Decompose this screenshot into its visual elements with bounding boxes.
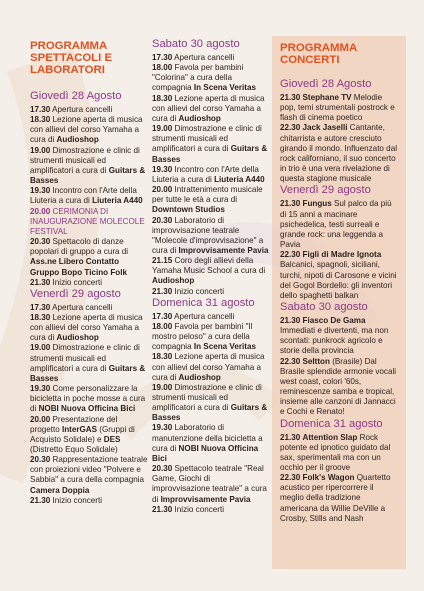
day-heading: Sabato 30 agosto	[152, 38, 240, 50]
entry-organizer: Stephane TV	[302, 93, 352, 102]
entry-text: Dimostrazione e clinic di strumenti musicali ed amplificatori a cura di	[152, 382, 262, 413]
day-section	[280, 78, 399, 184]
entry-time: 22.30	[280, 473, 301, 483]
schedule-entry	[30, 186, 148, 206]
entry-time: 21.30	[152, 286, 173, 296]
entry-text: Immediati e divertenti, ma non scontati: punkrock agricolo e storie della provincia	[280, 326, 389, 356]
entry-time: 21.30	[152, 504, 173, 514]
entry-time: 20.30	[152, 464, 173, 474]
entry-time: 20.30	[152, 215, 173, 225]
entry-organizer: Jack Jaselli	[302, 123, 348, 133]
schedule-entry	[30, 313, 148, 343]
entry-text: Dimostrazione e clinic di strumenti musicali ed amplificatori a cura di	[152, 124, 262, 154]
entry-text: Apertura cancelli	[172, 53, 235, 62]
entry-time: 19.00	[30, 343, 51, 353]
schedule-entry	[152, 312, 270, 322]
entry-time: 18.30	[30, 115, 51, 125]
day-section	[280, 301, 399, 418]
entry-text: Come personalizzare la bicicletta in poche mosse a cura di	[30, 384, 146, 414]
schedule-entry	[280, 123, 399, 184]
entry-time: 19.30	[30, 384, 51, 394]
entry-organizer: Figli di Madre Ignota	[302, 250, 382, 260]
entry-text: Favola per bambini "Il mostro peloso" a cura della compagnia	[152, 321, 253, 352]
entry-text: Lezione aperta di musica con allievi del corso Yamaha a cura di	[30, 312, 143, 343]
entry-text: Rappresentazione teatrale con proiezioni video "Polvere e Sabbia" a cura della compagnia	[30, 455, 148, 485]
entry-organizer: Guitars & Basses	[30, 165, 146, 186]
entry-time: 19.00	[152, 124, 173, 134]
day-heading: Giovedì 28 Agosto	[280, 78, 372, 90]
entry-organizer: Guitars & Basses	[30, 363, 146, 383]
entry-text: Presentazione del progetto	[30, 414, 118, 434]
entry-organizer: Folk's Wagon	[302, 473, 355, 483]
schedule-entry	[152, 63, 270, 93]
entry-time: 17.30	[152, 311, 173, 321]
entry-organizer: Improvvisamente Pavia	[178, 245, 269, 255]
entry-text: Melodie pop, temi strumentali postrock e flash di cinema poetico	[280, 93, 395, 123]
day-heading: Domenica 31 agosto	[280, 417, 383, 430]
schedule-entry	[30, 146, 148, 187]
entry-organizer: Liuteria A440	[92, 196, 143, 206]
schedule-entry	[152, 185, 270, 215]
entry-text: Apertura cancelli	[50, 302, 113, 312]
entry-time: 18.30	[30, 312, 51, 322]
entry-time: 21.30	[30, 495, 51, 505]
entry-organizer: NOBI Nuova Officina Bici	[38, 404, 136, 414]
day-heading: Sabato 30 agosto	[280, 300, 368, 313]
entry-time: 20.00	[152, 185, 173, 195]
column-left	[30, 34, 148, 506]
entry-time: 21.30	[30, 277, 51, 287]
day-heading: Venerdì 29 agosto	[280, 184, 371, 197]
entry-organizer: InterGAS	[61, 424, 98, 434]
entry-text: (Brasile) Dal Brasile splendide armonie vocali west coast, colori '60s, reminescenze samba e tropical, insieme alle canzoni di Jannacci e Cochi e Renato!	[280, 356, 397, 417]
entry-organizer: NOBI Nuova Officina Bici	[152, 443, 259, 463]
entry-time: 19.30	[152, 423, 173, 433]
schedule-entry	[152, 352, 270, 382]
entry-text: Rock potente ed ipnotico guidato dal sax, sperimentali ma con un occhio per il groove	[280, 432, 391, 472]
entry-text: Quartetto acustico per ripercorrere il meglio della tradizione americana da Willie DeVille a Crosby, Stills and Nash	[280, 473, 391, 523]
schedule-entry	[30, 207, 148, 237]
entry-time: 22.30	[280, 356, 301, 366]
schedule-entry	[152, 94, 270, 124]
entry-organizer: Audioshop	[56, 333, 99, 343]
entry-time: 18.00	[152, 63, 173, 73]
entry-time: 21.30	[280, 93, 301, 102]
day-section	[152, 297, 270, 515]
schedule-entry	[152, 165, 270, 185]
entry-time: 21.15	[152, 256, 173, 266]
entry-organizer: Audioshop	[152, 276, 195, 286]
entry-text: CERIMONIA DI INAUGURAZIONE MOLECOLE FESTIVAL	[30, 206, 145, 236]
entry-time: 17.30	[30, 105, 51, 114]
entry-time: 21.30	[280, 199, 301, 209]
entry-text: Spettacolo di danze popolari di gruppo a cura di	[30, 237, 129, 257]
schedule-entry	[152, 216, 270, 257]
schedule-entry	[152, 287, 270, 297]
schedule-entry	[30, 343, 148, 384]
schedule-entry	[30, 496, 148, 506]
entry-text: Sul palco da più di 15 anni a macinare psichedelica, testi surreali e grande rock: una leggenda a Pavia	[280, 199, 392, 250]
schedule-entry	[280, 93, 399, 123]
schedule-entry	[30, 455, 148, 496]
entry-organizer: Audioshop	[178, 372, 221, 382]
entry-time: 18.30	[152, 352, 173, 362]
entry-organizer: Improvvisamente Pavia	[160, 494, 251, 504]
entry-text: Lezione aperta di musica con allievi del corso Yamaha a cura di	[30, 115, 143, 145]
entry-organizer: In Scena Veritas	[193, 342, 256, 352]
day-section	[30, 288, 148, 506]
program-title-concerts: PROGRAMMA CONCERTI	[280, 42, 357, 66]
schedule-entry	[280, 357, 399, 418]
entry-time: 20.00	[30, 206, 51, 216]
entry-organizer: Liuteria A440	[214, 174, 265, 184]
day-heading: Domenica 31 agosto	[152, 296, 255, 309]
entry-text: Cantante, chitarrista e autore cresciuto girando il mondo. Influenzato dal rock californiano, il suo concerto in trio è una vera rivelazione di questa stagione musicale	[280, 123, 397, 184]
entry-time: 19.00	[152, 382, 173, 392]
entry-time: 18.00	[152, 321, 173, 331]
column-middle	[152, 38, 270, 515]
entry-time: 17.30	[152, 53, 173, 62]
entry-text: Balcanici, spagnoli, siciliani, turchi, nipoti di Carosone e vicini del Gogol Bordello: gli inventori dello spaghetti balkan	[280, 260, 397, 300]
entry-text: Spettacolo teatrale "Real Game, Giochi di improvvisazione teatrale" a cura di	[152, 464, 267, 504]
day-section	[152, 38, 270, 297]
entry-organizer: Guitars & Basses	[152, 403, 268, 423]
entry-organizer: Camera Doppia	[30, 485, 90, 495]
entry-organizer: Fungus	[302, 199, 332, 209]
entry-text: Inizio concerti	[172, 286, 224, 296]
entry-text: Laboratorio di manutenzione della bicicletta a cura di	[152, 423, 263, 453]
schedule-entry	[280, 316, 399, 357]
schedule-entry	[30, 415, 148, 456]
schedule-entry	[280, 433, 399, 474]
entry-time: 20.30	[30, 237, 51, 247]
schedule-entry	[152, 423, 270, 464]
entry-time: 21.30	[280, 315, 301, 325]
entry-time: 17.30	[30, 302, 51, 312]
entry-text: Favola per bambini "Colorina" a cura della compagnia	[152, 63, 244, 93]
entry-organizer: DES	[103, 434, 121, 444]
schedule-entry	[152, 53, 270, 63]
entry-text: Dimostrazione e clinic di strumenti musicali ed amplificatori a cura di	[30, 343, 140, 373]
schedule-entry	[30, 105, 148, 115]
entry-text: Lezione aperta di musica con allievi del corso Yamaha a cura di	[152, 93, 265, 123]
entry-text: Intrattenimento musicale per tutte le età a cura di	[152, 185, 263, 205]
entry-text: Lezione aperta di musica con allievi del corso Yamaha a cura di	[152, 352, 265, 382]
day-heading: Giovedì 28 Agosto	[30, 90, 122, 102]
entry-time: 20.30	[30, 455, 51, 465]
entry-organizer: Ass.ne Libero Contatto Gruppo Bopo Ticino Folk	[30, 257, 127, 277]
entry-text: Incontro con l'Arte della Liuteria a cura di	[30, 186, 137, 206]
entry-text: Inizio concerti	[50, 277, 102, 287]
schedule-entry	[152, 322, 270, 352]
entry-text: Apertura cancelli	[50, 105, 113, 114]
entry-text: (Distretto Equo Solidale)	[30, 445, 118, 454]
schedule-entry	[280, 250, 399, 301]
entry-organizer: Audioshop	[178, 113, 221, 123]
schedule-entry	[280, 199, 399, 250]
entry-time: 19.00	[30, 145, 51, 155]
entry-text: Apertura cancelli	[172, 311, 235, 321]
entry-time: 20.00	[30, 414, 51, 424]
entry-organizer: Downtown Studios	[152, 205, 225, 215]
entry-time: 22.30	[280, 250, 301, 260]
entry-text: Dimostrazione e clinic di strumenti musicali ed amplificatori a cura di	[30, 145, 140, 175]
entry-text: (Gruppi di Acquisto Solidale) e	[30, 424, 135, 444]
schedule-entry	[30, 115, 148, 145]
entry-organizer: Guitars & Basses	[152, 144, 268, 164]
entry-text: Coro degli allievi della Yamaha Music School a cura di	[152, 256, 266, 276]
schedule-entry	[30, 384, 148, 414]
schedule-entry	[280, 473, 399, 524]
day-heading: Venerdì 29 agosto	[30, 287, 121, 300]
schedule-entry	[152, 464, 270, 505]
column-concerts	[272, 36, 406, 569]
schedule-entry	[30, 237, 148, 278]
entry-time: 22.30	[280, 123, 301, 133]
entry-time: 19.30	[152, 164, 173, 174]
program-title-shows: PROGRAMMA SPETTACOLI E LABORATORI	[30, 40, 113, 76]
entry-organizer: Audioshop	[56, 135, 99, 145]
day-section	[30, 90, 148, 288]
schedule-entry	[152, 124, 270, 165]
schedule-entry	[152, 256, 270, 286]
schedule-entry	[152, 505, 270, 515]
entry-time: 19.30	[30, 186, 51, 196]
entry-organizer: Seltton	[302, 356, 330, 366]
entry-text: Incontro con l'Arte della Liuteria a cura di	[152, 164, 259, 184]
day-section	[280, 418, 399, 524]
schedule-entry	[30, 278, 148, 288]
entry-text: Inizio concerti	[50, 495, 102, 505]
entry-text: Laboratorio di improvvisazione teatrale "Molecole d'improvvisazione" a cura di	[152, 215, 264, 255]
schedule-entry	[30, 303, 148, 313]
schedule-entry	[152, 383, 270, 424]
entry-time: 21.30	[280, 432, 301, 442]
entry-organizer: In Scena Veritas	[193, 83, 256, 93]
day-section	[280, 184, 399, 301]
entry-organizer: Attention Slap	[302, 432, 358, 442]
entry-time: 18.30	[152, 93, 173, 103]
entry-text: Inizio concerti	[172, 504, 224, 514]
entry-organizer: Fiasco De Gama	[302, 315, 366, 325]
